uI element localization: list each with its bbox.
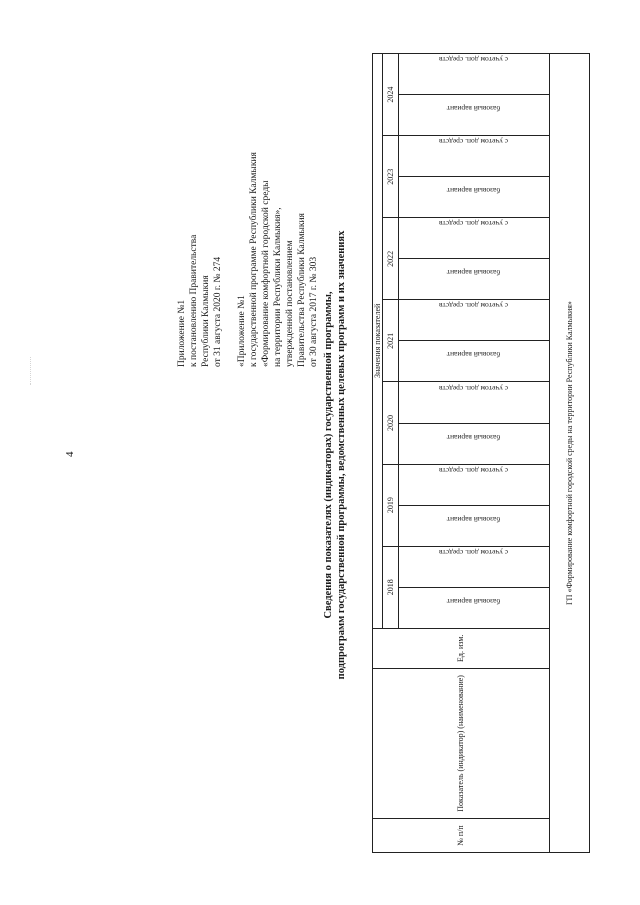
appendix-2-line: «Формирование комфортной городской среды	[261, 180, 271, 367]
sub-header-extra: с учетом доп. средств	[399, 300, 550, 341]
appendix-1-line: от 31 августа 2020 г. № 274	[213, 256, 223, 367]
sub-header-base: базовый вариант	[399, 177, 550, 218]
sub-header-extra: с учетом доп. средств	[399, 382, 550, 423]
sub-header-extra: с учетом доп. средств	[399, 136, 550, 177]
appendix-1-line: к постановлению Правительства	[189, 234, 199, 367]
document-title	[322, 65, 348, 845]
sub-header-base: базовый вариант	[399, 587, 550, 628]
appendix-2-line: от 30 августа 2017 г. № 303	[309, 256, 319, 367]
sub-header-extra: с учетом доп. средств	[399, 218, 550, 259]
year-header: 2018	[383, 546, 399, 628]
appendix-2-line: на территории Республики Калмыкия»,	[273, 207, 283, 367]
sub-header-extra: с учетом доп. средств	[399, 546, 550, 587]
col-header-indicator: Показатель (индикатор) (наименование)	[373, 668, 550, 818]
year-header: 2020	[383, 382, 399, 464]
page-number: 4	[64, 451, 76, 457]
col-header-number: № п/п	[373, 818, 550, 852]
appendix-2-line: Правительства Республики Калмыкия	[297, 213, 307, 367]
appendix-1-line: Приложение №1	[177, 299, 187, 367]
appendix-block-2	[236, 152, 320, 367]
appendix-2-line: утвержденной постановлением	[285, 240, 295, 367]
appendix-2-line: к государственной программе Республики Калмыкия	[249, 152, 259, 367]
appendix-1-line: Республики Калмыкия	[201, 275, 211, 367]
sub-header-base: базовый вариант	[399, 341, 550, 382]
year-header: 2022	[383, 218, 399, 300]
appendix-2-line: «Приложение №1	[237, 295, 247, 367]
sub-header-base: базовый вариант	[399, 95, 550, 136]
title-line-1: Сведения о показателях (индикаторах) государственной программы,	[323, 291, 334, 619]
appendix-block-1	[176, 235, 224, 367]
year-header: 2023	[383, 136, 399, 218]
sub-header-extra: с учетом доп. средств	[399, 54, 550, 95]
scan-speck	[30, 357, 41, 385]
title-line-2: подпрограмм государственной программы, ведомственных целевых программ и их значениях	[336, 230, 347, 680]
year-header: 2019	[383, 464, 399, 546]
sub-header-extra: с учетом доп. средств	[399, 464, 550, 505]
sub-header-base: базовый вариант	[399, 259, 550, 300]
year-header: 2024	[383, 54, 399, 136]
sub-header-base: базовый вариант	[399, 423, 550, 464]
gp-row: ГП «Формирование комфортной городской среды на территории Республики Калмыкия»	[549, 54, 589, 853]
values-header: Значения показателей	[373, 54, 383, 629]
year-header: 2021	[383, 300, 399, 382]
col-header-unit: Ед. изм.	[373, 628, 550, 668]
sub-header-base: базовый вариант	[399, 505, 550, 546]
indicators-table	[372, 53, 590, 853]
